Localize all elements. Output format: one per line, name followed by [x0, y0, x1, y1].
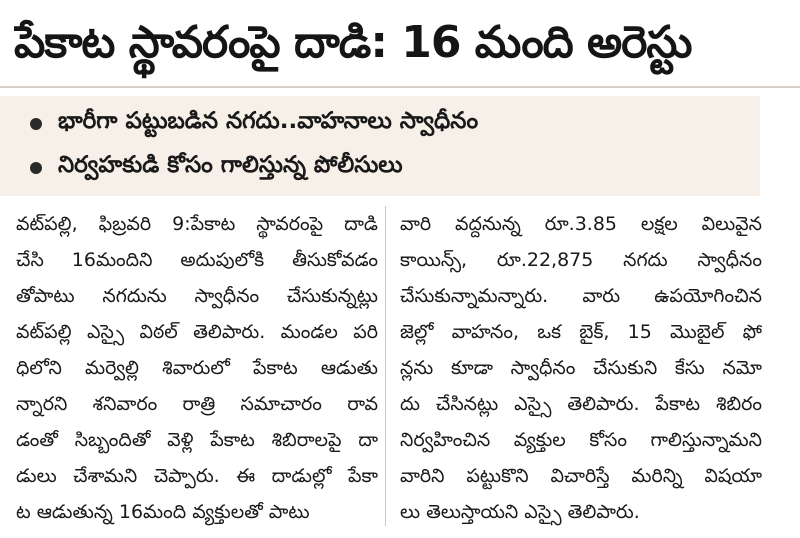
- subheadline-bullet: [30, 104, 478, 144]
- body-line: వారిని పట్టుకొని విచారిస్తే మరిన్ని విషయా: [400, 465, 762, 487]
- subheadline-bullet: [30, 148, 403, 188]
- body-line: జెల్లో వాహనం, ఒక బైక్, 15 మొబైల్ ఫో: [400, 321, 762, 343]
- headline: పేకాట స్థావరంపై దాడి: 16 మంది అరెస్టు: [14, 17, 692, 68]
- body-line: చేసి 16మందిని అదుపులోకి తీసుకోవడం: [16, 249, 378, 271]
- body-line: దు చేసినట్లు ఎస్సై తెలిపారు. పేకాట శిబిరం: [400, 393, 762, 415]
- bullet-icon: [30, 162, 42, 174]
- body-line: కాయిన్స్, రూ.22,875 నగదు స్వాధీనం: [400, 249, 762, 271]
- body-line: న్నారని శనివారం రాత్రి సమాచారం రావ: [16, 393, 378, 415]
- body-line: చేసుకున్నామన్నారు. వారు ఉపయోగించిన: [400, 285, 762, 307]
- subheadline-text: నిర్వహకుడి కోసం గాలిస్తున్న పోలీసులు: [58, 152, 403, 178]
- bullet-icon: [30, 118, 42, 130]
- body-line: వట్‌పల్లి, ఫిబ్రవరి 9:పేకాట స్థావరంపై దాడి: [16, 213, 378, 235]
- headline-rule: [0, 86, 800, 88]
- body-line: లు తెలుస్తాయని ఎస్సై తెలిపారు.: [400, 501, 640, 523]
- body-line: వారి వద్దనున్న రూ.3.85 లక్షల విలువైన: [400, 213, 762, 235]
- column-divider: [385, 206, 386, 526]
- body-column-left: [16, 206, 378, 526]
- body-line: తోపాటు నగదును స్వాధీనం చేసుకున్నట్లు: [16, 285, 378, 307]
- body-line: డులు చేశామని చెప్పారు. ఈ దాడుల్లో పేకా: [16, 465, 378, 487]
- body-line: ట ఆడుతున్న 16మంది వ్యక్తులతో పాటు: [16, 501, 310, 523]
- subheadline-text: భారీగా పట్టుబడిన నగదు..వాహనాలు స్వాధీనం: [58, 108, 479, 134]
- body-line: ధిలోని మర్వెల్లి శివారులో పేకాట ఆడుతు: [16, 357, 378, 379]
- body-line: న్లను కూడా స్వాధీనం చేసుకుని కేసు నమో: [400, 357, 762, 379]
- body-line: వట్‌పల్లి ఎస్సై విఠల్ తెలిపారు. మండల పరి: [16, 321, 378, 343]
- body-column-right: [400, 206, 762, 526]
- body-line: నిర్వహించిన వ్యక్తుల కోసం గాలిస్తున్నామని: [400, 429, 762, 451]
- body-line: డంతో సిబ్బందితో వెళ్లి పేకాట శిబిరాలపై దా: [16, 429, 378, 451]
